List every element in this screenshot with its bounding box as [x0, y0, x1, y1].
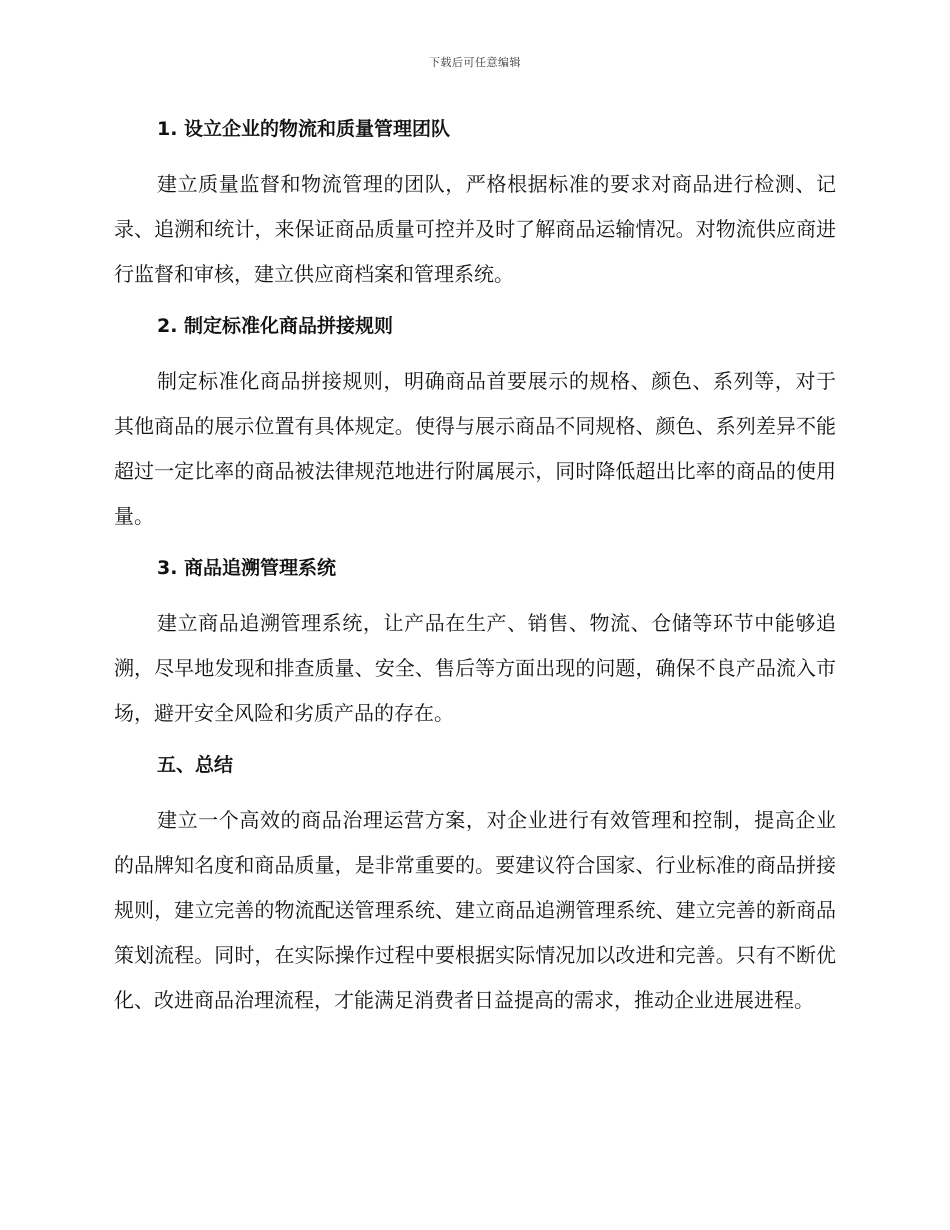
document-content — [114, 114, 836, 1023]
section-heading-1: 1. 设立企业的物流和质量管理团队 — [157, 118, 451, 140]
section-body-1: 建立质量监督和物流管理的团队，严格根据标准的要求对商品进行检测、记录、追溯和统计，来保证商品质量可控并及时了解商品运输情况。对物流供应商进行监督和审核，建立供应商档案和管理系统。 — [114, 172, 836, 286]
header-note: 下载后可任意编辑 — [429, 56, 521, 69]
section-body-summary: 建立一个高效的商品治理运营方案，对企业进行有效管理和控制，提高企业的品牌知名度和商品质量，是非常重要的。要建议符合国家、行业标准的商品拼接规则，建立完善的物流配送管理系统、建立商品追溯管理系统、建立完善的新商品策划流程。同时，在实际操作过程中要根据实际情况加以改进和完善。只有不断优化、改进商品治理流程，才能满足消费者日益提高的需求，推动企业进展进程。 — [114, 808, 836, 1012]
section-body-2: 制定标准化商品拼接规则，明确商品首要展示的规格、颜色、系列等，对于其他商品的展示位置有具体规定。使得与展示商品不同规格、颜色、系列差异不能超过一定比率的商品被法律规范地进行附属展示，同时降低超出比率的商品的使用量。 — [114, 369, 836, 528]
section-body-3: 建立商品追溯管理系统，让产品在生产、销售、物流、仓储等环节中能够追溯，尽早地发现和排查质量、安全、售后等方面出现的问题，确保不良产品流入市场，避开安全风险和劣质产品的存在。 — [114, 611, 836, 725]
section-heading-2: 2. 制定标准化商品拼接规则 — [157, 315, 394, 337]
section-heading-3: 3. 商品追溯管理系统 — [157, 557, 337, 579]
section-heading-summary: 五、总结 — [157, 754, 234, 776]
